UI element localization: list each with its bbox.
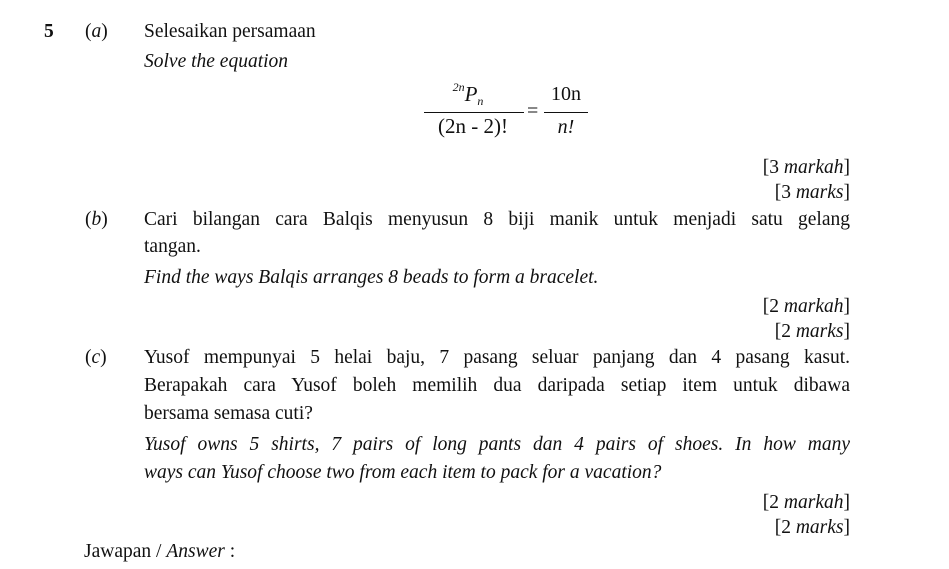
part-c-text-en-line2: ways can Yusof choose two from each item to pack for a vacation? [144, 462, 662, 483]
lhs-denominator: (2n - 2)! [438, 114, 508, 138]
part-c-text-ms-line2: Berapakah cara Yusof boleh memilih dua daripada setiap item untuk dibawa [144, 375, 850, 396]
lhs-fraction-bar [424, 112, 524, 113]
part-a-text-en: Solve the equation [144, 51, 289, 72]
part-c-text-ms-line3: bersama semasa cuti? [144, 403, 313, 424]
part-b-marks-ms: [2 markah] [762, 296, 850, 317]
part-b-marks-en: [2 marks] [774, 321, 850, 342]
lhs-numerator: $^{2n}P_n$ [452, 80, 484, 108]
part-c-text-en-line1: Yusof owns 5 shirts, 7 pairs of long pants dan 4 pairs of shoes. In how many [144, 434, 850, 455]
part-b-label: (b) [85, 209, 108, 230]
rhs-fraction [542, 80, 590, 160]
part-b-text-ms-line1: Cari bilangan cara Balqis menyusun 8 biji manik untuk menjadi satu gelang [144, 209, 850, 230]
part-c-marks-ms: [2 markah] [762, 492, 850, 513]
rhs-denominator: n! [557, 116, 575, 138]
equation [414, 80, 584, 160]
part-a-label: (a) [85, 21, 108, 42]
part-a-marks-en: [3 marks] [774, 182, 850, 203]
part-c-marks-en: [2 marks] [774, 517, 850, 538]
equals-sign: = [527, 100, 539, 122]
rhs-fraction-bar [544, 112, 588, 113]
part-b-text-en: Find the ways Balqis arranges 8 beads to form a bracelet. [144, 267, 599, 288]
answer-label: Jawapan / Answer : [84, 541, 236, 562]
part-a-text-ms: Selesaikan persamaan [144, 21, 316, 42]
part-c-text-ms-line1: Yusof mempunyai 5 helai baju, 7 pasang seluar panjang dan 4 pasang kasut. [144, 347, 850, 368]
part-a-marks-ms: [3 markah] [762, 157, 850, 178]
rhs-numerator: 10n [551, 83, 581, 105]
lhs-fraction [414, 80, 522, 160]
part-c-label: (c) [85, 347, 107, 368]
part-b-text-ms-line2: tangan. [144, 236, 201, 257]
question-number: 5 [44, 21, 54, 42]
